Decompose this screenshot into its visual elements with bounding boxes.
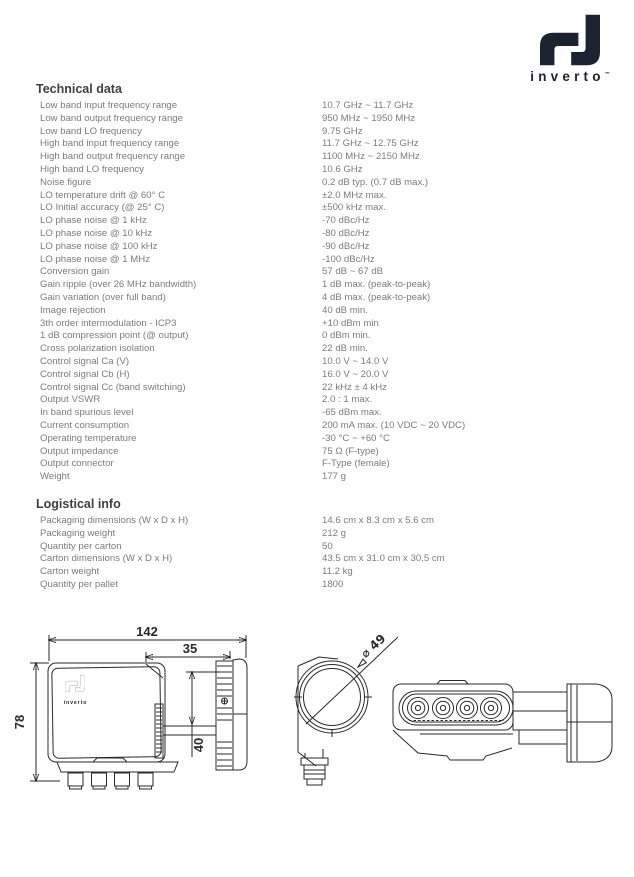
spec-label: Image rejection (40, 304, 106, 316)
spec-row (40, 202, 602, 215)
spec-label: High band input frequency range (40, 138, 180, 150)
spec-label: Control signal Cb (H) (40, 368, 130, 380)
svg-text:35: 35 (182, 641, 198, 656)
spec-value: 40 dB min. (322, 304, 368, 316)
spec-value: +10 dBm min (322, 317, 379, 329)
spec-label: High band output frequency range (40, 151, 186, 163)
spec-value: 11.7 GHz ~ 12.75 GHz (322, 138, 419, 150)
spec-label: Control signal Cc (band switching) (40, 381, 186, 393)
front-view (294, 631, 398, 785)
spec-value: F-Type (female) (322, 458, 390, 470)
spec-row (40, 343, 602, 356)
svg-text:40: 40 (191, 737, 206, 753)
spec-row (40, 566, 602, 579)
spec-row (40, 254, 602, 267)
spec-value: 177 g (322, 471, 347, 483)
spec-value: -70 dBc/Hz (322, 215, 370, 227)
spec-value: -30 °C ~ +60 °C (322, 432, 390, 444)
spec-value: -65 dBm max. (322, 407, 382, 419)
spec-value: 22 dB min. (322, 343, 368, 355)
spec-row (40, 318, 602, 331)
spec-label: LO phase noise @ 1 MHz (40, 253, 150, 265)
spec-label: Packaging weight (40, 527, 116, 539)
spec-label: Conversion gain (40, 266, 110, 278)
section-title-technical: Technical data (36, 82, 122, 96)
spec-row (40, 113, 602, 126)
spec-value: 57 dB ~ 67 dB (322, 266, 384, 278)
spec-value: 0 dBm min. (322, 330, 371, 342)
f-connectors-side (68, 773, 153, 789)
spec-label: 1 dB compression point (@ output) (40, 330, 189, 342)
spec-value: 10.6 GHz (322, 163, 363, 175)
svg-text:78: 78 (12, 714, 27, 730)
spec-row (40, 100, 602, 113)
spec-value: 75 Ω (F-type) (322, 445, 379, 457)
spec-row (40, 305, 602, 318)
spec-value: 1100 MHz ~ 2150 MHz (322, 151, 420, 163)
spec-value: 2.0 : 1 max. (322, 394, 373, 406)
spec-row (40, 394, 602, 407)
spec-label: Gain ripple (over 26 MHz bandwidth) (40, 279, 197, 291)
spec-row (40, 471, 602, 484)
technical-table (40, 100, 602, 484)
spec-label: Output connector (40, 458, 114, 470)
dimension-142 (49, 624, 246, 661)
spec-label: 3th order intermodulation - ICP3 (40, 317, 177, 329)
spec-row (40, 356, 602, 369)
spec-row (40, 330, 602, 343)
spec-value: 16.0 V ~ 20.0 V (322, 368, 389, 380)
spec-row (40, 164, 602, 177)
dimension-drawings (0, 612, 634, 877)
bottom-view (393, 681, 612, 763)
side-view (48, 659, 247, 789)
inverto-logo-icon (540, 14, 600, 66)
svg-text:142: 142 (136, 624, 158, 639)
section-gap (36, 484, 602, 497)
spec-row (40, 241, 602, 254)
spec-row (40, 279, 602, 292)
spec-label: Packaging dimensions (W x D x H) (40, 514, 189, 526)
section-title-logistical: Logistical info (36, 496, 121, 511)
mini-brand-text: inverto (63, 700, 88, 706)
svg-text:⌀ 49: ⌀ 49 (358, 631, 389, 661)
spec-value: 14.6 cm x 8.3 cm x 5.6 cm (322, 514, 434, 526)
spec-row (40, 215, 602, 228)
spec-label: Control signal Ca (V) (40, 355, 130, 367)
spec-label: Carton weight (40, 566, 100, 578)
spec-label: Output impedance (40, 445, 119, 457)
spec-label: Low band input frequency range (40, 100, 178, 111)
spec-value: 50 (322, 540, 333, 552)
spec-value: -100 dBc/Hz (322, 253, 375, 265)
spec-value: 212 g (322, 527, 347, 539)
spec-label: High band LO frequency (40, 163, 144, 175)
spec-label: Operating temperature (40, 432, 137, 444)
spec-value: 10.0 V ~ 14.0 V (322, 355, 389, 367)
spec-row (40, 126, 602, 139)
spec-label: Quantity per pallet (40, 578, 118, 590)
spec-label: Noise figure (40, 176, 92, 188)
spec-value: 11.2 kg (322, 566, 353, 578)
spec-label: Low band LO frequency (40, 125, 142, 137)
spec-row (40, 138, 602, 151)
spec-row (40, 177, 602, 190)
logistical-table (40, 515, 602, 592)
spec-label: Weight (40, 471, 70, 483)
spec-row (40, 292, 602, 305)
spec-value: 1 dB max. (peak-to-peak) (322, 279, 431, 291)
spec-value: ±2.0 MHz max. (322, 189, 387, 201)
brand-name: inverto™ (530, 69, 610, 84)
spec-row (40, 382, 602, 395)
dimension-40 (186, 672, 217, 757)
spec-label: LO Initial accuracy (@ 25° C) (40, 202, 165, 214)
spec-row (40, 407, 602, 420)
spec-label: Low band output frequency range (40, 112, 183, 124)
dim-feed-diameter (306, 631, 398, 724)
spec-row (40, 228, 602, 241)
spec-row (40, 446, 602, 459)
spec-label: In band spurious level (40, 407, 134, 419)
spec-label: Gain variation (over full band) (40, 291, 166, 303)
spec-value: 10.7 GHz ~ 11.7 GHz (322, 100, 414, 111)
spec-label: Quantity per carton (40, 540, 122, 552)
spec-label: Current consumption (40, 419, 130, 431)
spec-value: 22 kHz ± 4 kHz (322, 381, 387, 393)
spec-value: 9.75 GHz (322, 125, 363, 137)
spec-label: LO phase noise @ 10 kHz (40, 227, 153, 239)
spec-row (40, 458, 602, 471)
spec-label: Carton dimensions (W x D x H) (40, 553, 173, 565)
spec-label: Output VSWR (40, 394, 101, 406)
spec-label: LO phase noise @ 1 kHz (40, 215, 147, 227)
spec-row (40, 369, 602, 382)
spec-content (36, 82, 602, 592)
spec-value: ±500 kHz max. (322, 202, 386, 214)
spec-label: LO phase noise @ 100 kHz (40, 240, 158, 252)
spec-value: 950 MHz ~ 1950 MHz (322, 112, 416, 124)
spec-value: 4 dB max. (peak-to-peak) (322, 291, 431, 303)
spec-row (40, 515, 602, 528)
brand-logo (524, 14, 616, 84)
spec-value: 43.5 cm x 31.0 cm x 30.5 cm (322, 553, 445, 565)
spec-row (40, 579, 602, 592)
spec-value: 1800 (322, 578, 344, 590)
spec-value: 200 mA max. (10 VDC ~ 20 VDC) (322, 419, 466, 431)
spec-row (40, 553, 602, 566)
spec-label: Cross polarization isolation (40, 343, 155, 355)
spec-row (40, 266, 602, 279)
trademark-mark: ™ (604, 71, 610, 78)
dimension-35 (146, 641, 230, 662)
spec-value: -80 dBc/Hz (322, 227, 370, 239)
spec-row (40, 151, 602, 164)
spec-value: -90 dBc/Hz (322, 240, 370, 252)
spec-row (40, 528, 602, 541)
spec-row (40, 420, 602, 433)
spec-row (40, 190, 602, 203)
spec-row (40, 541, 602, 554)
spec-value: 0.2 dB typ. (0.7 dB max.) (322, 176, 429, 188)
spec-row (40, 433, 602, 446)
spec-label: LO temperature drift @ 60° C (40, 189, 166, 201)
f-connectors-bottom (408, 698, 502, 719)
